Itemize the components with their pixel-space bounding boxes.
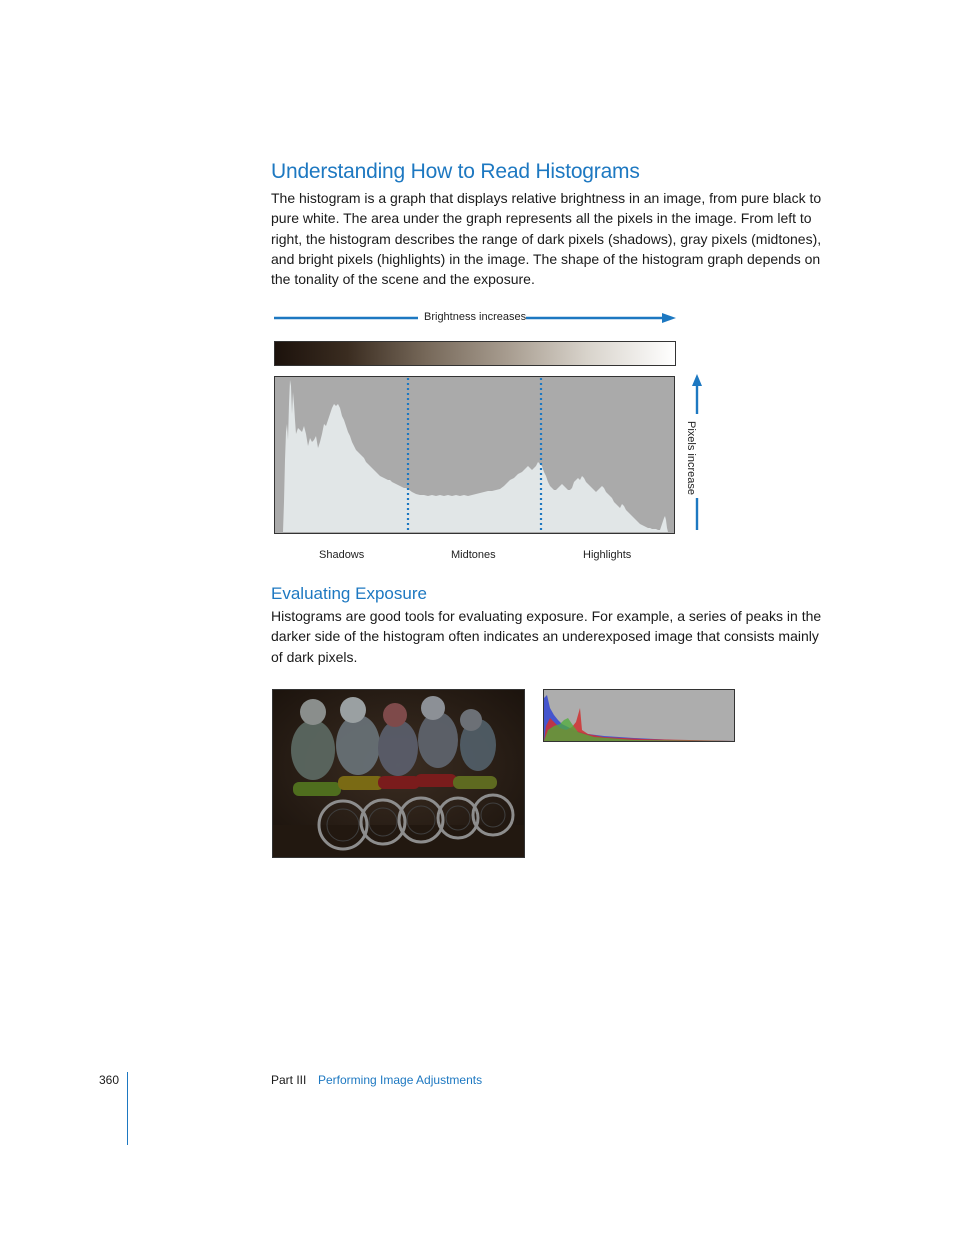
intro-paragraph: The histogram is a graph that displays relative brightness in an image, from pure black to pure white. The area under the graph represents all the pixels in the image. From left to right, the histogram describes the range of dark pixels (shadows), gray pixels (midtones), and bright pixels (highlights) in the image. The shape of the histogram graph depends on the tonality of the scene and the exposure. <box>271 190 822 288</box>
page-heading: Understanding How to Read Histograms <box>271 160 640 183</box>
brightness-gradient-bar <box>274 341 676 366</box>
footer-section-link[interactable]: Performing Image Adjustments <box>318 1073 483 1087</box>
page-number: 360 <box>99 1073 120 1087</box>
highlights-label: Highlights <box>583 549 632 561</box>
pixels-arrow-label: Pixels increase <box>685 421 697 495</box>
histogram-graph <box>274 376 675 534</box>
shadows-label: Shadows <box>319 549 365 561</box>
underexposed-motocross-photo <box>272 689 525 858</box>
brightness-arrow-label: Brightness increases <box>424 311 527 323</box>
footer-rule <box>127 1072 128 1145</box>
footer-part: Part III <box>271 1073 307 1087</box>
exposure-paragraph: Histograms are good tools for evaluating exposure. For example, a series of peaks in the darker side of the histogram often indicates an underexposed image that consists mainly of dark pixels. <box>271 608 822 665</box>
underexposed-histogram <box>543 689 735 742</box>
section-subheading: Evaluating Exposure <box>271 584 427 603</box>
midtones-label: Midtones <box>451 549 496 561</box>
